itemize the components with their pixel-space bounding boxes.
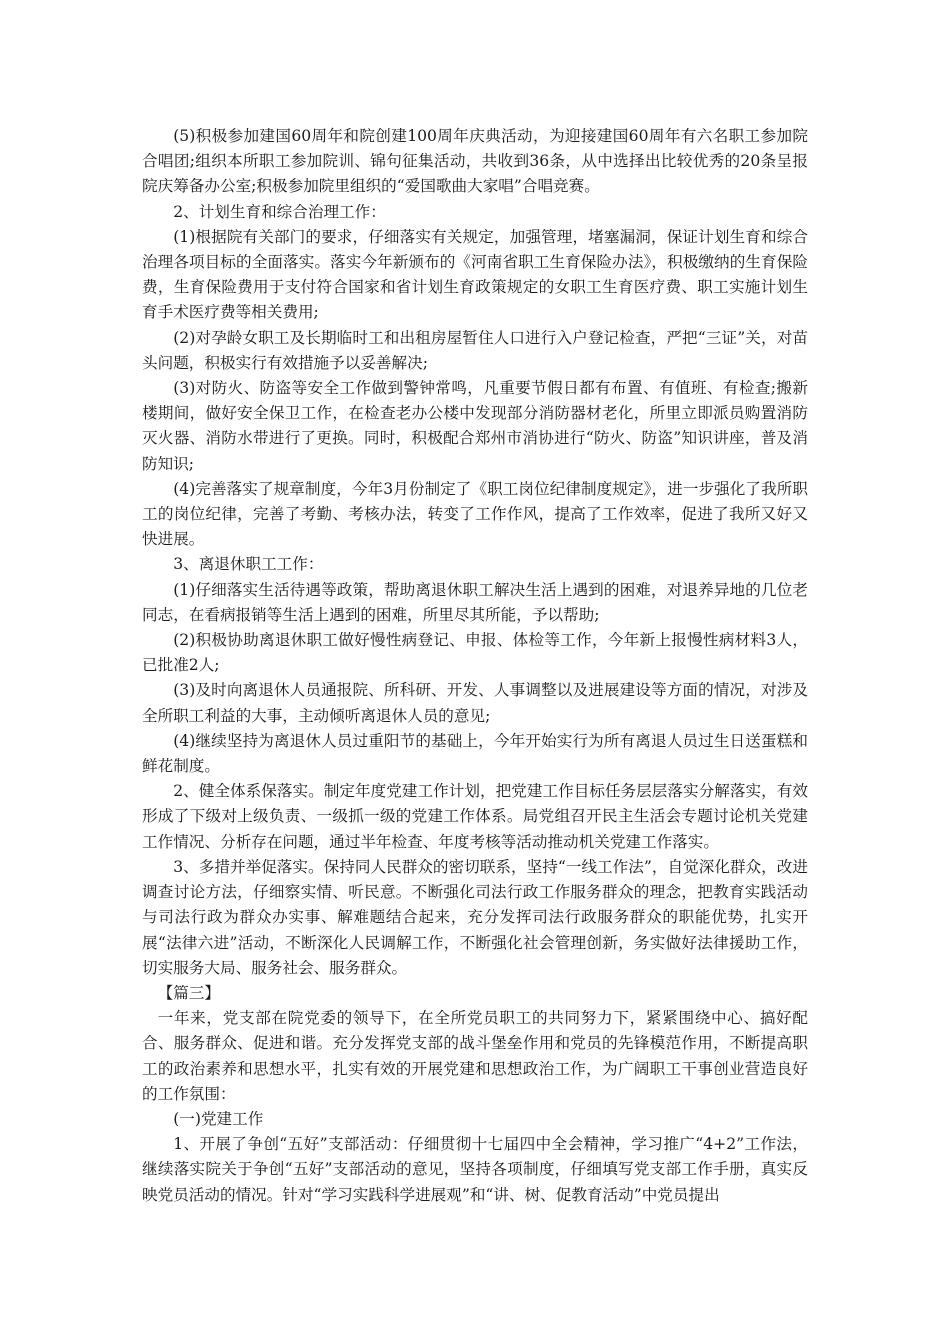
section-heading-family-planning: 2、计划生育和综合治理工作： xyxy=(173,202,386,221)
paragraph-2-registration: (2)对孕龄女职工及长期临时工和出租房屋暂住人口进行入户登记检查，严把“三证”关，对苗头问题，积极实行有效措施予以妥善解决; xyxy=(142,328,808,372)
section-heading-party-building: (一)党建工作 xyxy=(173,1109,264,1128)
paragraph-2-chronic-disease: (2)积极协助离退休职工做好慢性病登记、申报、体检等工作，今年新上报慢性病材料3人，已批准2人; xyxy=(142,631,808,675)
section-heading-part-three: 【篇三】 xyxy=(157,983,220,1002)
section-heading-retirees: 3、离退休职工工作： xyxy=(173,555,324,574)
paragraph-multiple-measures: 3、多措并举促落实。保持同人民群众的密切联系，坚持“一线工作法”，自觉深化群众，改进调查讨论方法，仔细察实情、听民意。不断强化司法行政工作服务群众的理念，把教育实践活动与司法行政为群众办实事、解难题结合起来，充分发挥司法行政服务群众的职能优势，扎实开展“法律六进”活动，不断深化人民调解工作，不断强化社会管理创新，务实做好法律援助工作，切实服务大局、服务社会、服务群众。 xyxy=(142,857,808,977)
paragraph-system-implementation: 2、健全体系保落实。制定年度党建工作计划，把党建工作目标任务层层落实分解落实，有效形成了下级对上级负责、一级抓一级的党建工作体系。局党组召开民主生活会专题讨论机关党建工作情况、分析存在问题，通过半年检查、年度考核等活动推动机关党建工作落实。 xyxy=(142,782,808,851)
paragraph-4-regulations: (4)完善落实了规章制度，今年3月份制定了《职工岗位纪律制度规定》，进一步强化了我所职工的岗位纪律，完善了考勤、考核办法，转变了工作作风，提高了工作效率，促进了我所又好又快进展。 xyxy=(142,479,808,549)
paragraph-5-celebration: (5)积极参加建国60周年和院创建100周年庆典活动，为迎接建国60周年有六名职工参加院合唱团;组织本所职工参加院训、锦句征集活动，共收到36条，从中选择出比较优秀的20条呈报院庆筹备办公室;积极参加院里组织的“爱国歌曲大家唱”合唱竞赛。 xyxy=(142,127,808,196)
paragraph-1-retiree-benefits: (1)仔细落实生活待遇等政策，帮助离退休职工解决生活上遇到的困难，对退养异地的几位老同志，在看病报销等生活上遇到的困难，所里尽其所能，予以帮助; xyxy=(142,580,808,624)
document-body xyxy=(142,124,808,1208)
paragraph-year-summary: 一年来，党支部在院党委的领导下，在全所党员职工的共同努力下，紧紧围绕中心、搞好配合、服务群众、促进和谐。充分发挥党支部的战斗堡垒作用和党员的先锋模范作用，不断提高职工的政治素养和思想水平，扎实有效的开展党建和思想政治工作，为广阔职工干事创业营造良好的工作氛围： xyxy=(142,1009,808,1103)
paragraph-five-good-branch: 1、开展了争创“五好”支部活动：仔细贯彻十七届四中全会精神，学习推广“4+2”工作法，继续落实院关于争创“五好”支部活动的意见，坚持各项制度，仔细填写党支部工作手册，真实反映党员活动的情况。针对“学习实践科学进展观”和“讲、树、促教育活动”中党员提出 xyxy=(142,1135,808,1204)
paragraph-3-notification: (3)及时向离退休人员通报院、所科研、开发、人事调整以及进展建设等方面的情况，对涉及全所职工利益的大事，主动倾听离退休人员的意见; xyxy=(142,681,808,725)
paragraph-3-fire-safety: (3)对防火、防盗等安全工作做到警钟常鸣，凡重要节假日都有布置、有值班、有检查;搬新楼期间，做好安全保卫工作，在检查老办公楼中发现部分消防器材老化，所里立即派员购置消防灭火器、消防水带进行了更换。同时，积极配合郑州市消协进行“防火、防盗”知识讲座，普及消防知识; xyxy=(142,379,808,473)
paragraph-4-birthday: (4)继续坚持为离退休人员过重阳节的基础上，今年开始实行为所有离退人员过生日送蛋糕和鲜花制度。 xyxy=(142,731,808,776)
paragraph-1-family-planning: (1)根据院有关部门的要求，仔细落实有关规定，加强管理，堵塞漏洞，保证计划生育和综合治理各项目标的全面落实。落实今年新颁布的《河南省职工生育保险办法》，积极缴纳的生育保险费，生育保险费用于支付符合国家和省计划生育政策规定的女职工生育医疗费、职工实施计划生育手术医疗费等相关费用; xyxy=(142,227,808,322)
